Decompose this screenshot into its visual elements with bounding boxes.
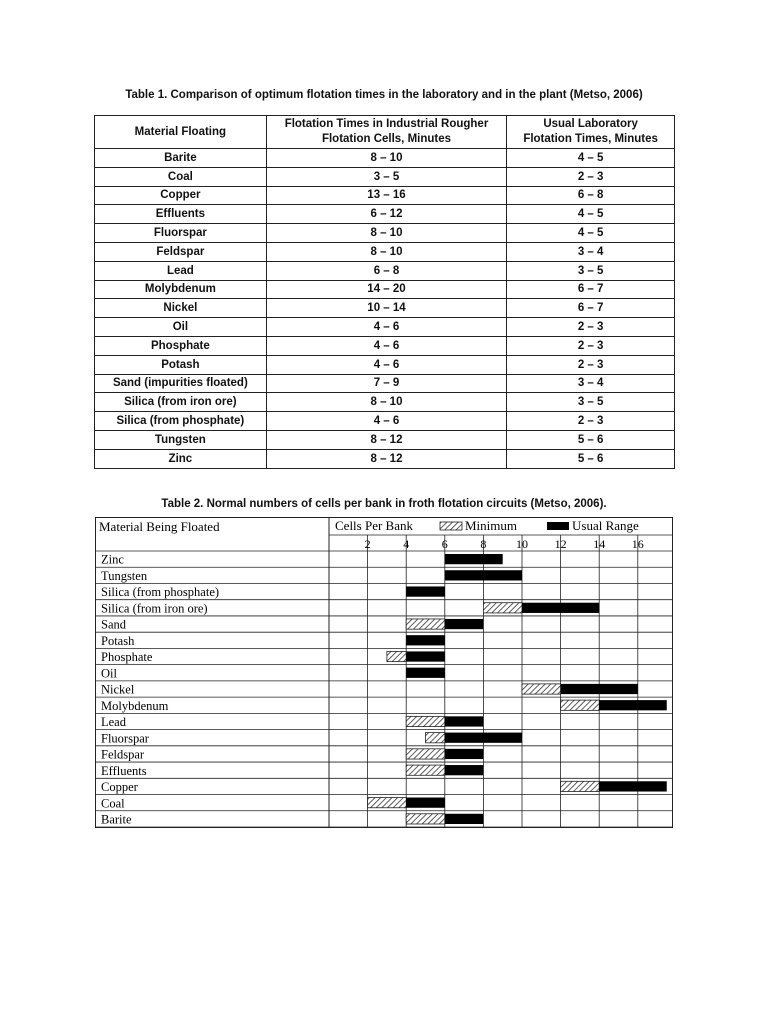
- tick-label: 16: [631, 537, 644, 551]
- cell-material: Tungsten: [95, 430, 267, 449]
- cell-industrial-time: 6 – 12: [266, 205, 507, 224]
- cell-lab-time: 3 – 4: [507, 374, 675, 393]
- cell-lab-time: 3 – 4: [507, 242, 675, 261]
- minimum-bar: [561, 781, 600, 791]
- usual-range-bar: [561, 684, 638, 694]
- table-row: [95, 430, 675, 449]
- table-row: [95, 374, 675, 393]
- cell-lab-time: 2 – 3: [507, 336, 675, 355]
- cell-material: Phosphate: [95, 336, 267, 355]
- cell-industrial-time: 8 – 10: [266, 149, 507, 168]
- cell-material: Potash: [95, 355, 267, 374]
- cell-material: Silica (from phosphate): [95, 412, 267, 431]
- axis-label: Cells Per Bank: [335, 518, 413, 533]
- usual-range-bar: [406, 635, 445, 645]
- cell-lab-time: 5 – 6: [507, 430, 675, 449]
- table-row: [95, 167, 675, 186]
- table-row: [95, 242, 675, 261]
- cell-lab-time: 4 – 5: [507, 224, 675, 243]
- header-lab-times: Usual Laboratory Flotation Times, Minutes: [507, 116, 675, 149]
- cell-lab-time: 2 – 3: [507, 412, 675, 431]
- tick-label: 12: [554, 537, 567, 551]
- table-row: [95, 355, 675, 374]
- header-material: Material Floating: [95, 116, 267, 149]
- tick-label: 8: [480, 537, 487, 551]
- table-row: [95, 318, 675, 337]
- usual-range-bar: [406, 798, 445, 808]
- minimum-bar: [426, 733, 445, 743]
- usual-range-bar: [445, 749, 484, 759]
- minimum-bar: [406, 619, 445, 629]
- cell-industrial-time: 8 – 10: [266, 242, 507, 261]
- cell-lab-time: 6 – 7: [507, 299, 675, 318]
- cell-industrial-time: 13 – 16: [266, 186, 507, 205]
- minimum-bar: [522, 684, 561, 694]
- cell-industrial-time: 8 – 10: [266, 393, 507, 412]
- cell-industrial-time: 4 – 6: [266, 318, 507, 337]
- cell-industrial-time: 10 – 14: [266, 299, 507, 318]
- cell-material: Oil: [95, 318, 267, 337]
- table-row: [95, 224, 675, 243]
- table-row: [95, 299, 675, 318]
- cell-industrial-time: 4 – 6: [266, 336, 507, 355]
- minimum-bar: [406, 814, 445, 824]
- cell-lab-time: 3 – 5: [507, 393, 675, 412]
- cell-industrial-time: 4 – 6: [266, 355, 507, 374]
- table-row: [95, 149, 675, 168]
- material-label: Feldspar: [101, 747, 145, 762]
- cell-lab-time: 2 – 3: [507, 167, 675, 186]
- usual-range-bar: [406, 586, 445, 596]
- cell-material: Feldspar: [95, 242, 267, 261]
- minimum-bar: [406, 749, 445, 759]
- row-header-label: Material Being Floated: [99, 519, 220, 534]
- cell-material: Coal: [95, 167, 267, 186]
- table-row: [95, 280, 675, 299]
- tick-label: 10: [516, 537, 528, 551]
- cell-industrial-time: 8 – 12: [266, 430, 507, 449]
- cell-material: Silica (from iron ore): [95, 393, 267, 412]
- tick-label: 4: [403, 537, 410, 551]
- table-row: [95, 336, 675, 355]
- usual-range-bar: [445, 570, 522, 580]
- cell-material: Molybdenum: [95, 280, 267, 299]
- minimum-bar: [368, 798, 407, 808]
- material-label: Molybdenum: [101, 698, 169, 713]
- material-label: Coal: [101, 796, 125, 811]
- table-row: [95, 449, 675, 468]
- cell-industrial-time: 7 – 9: [266, 374, 507, 393]
- cell-industrial-time: 8 – 12: [266, 449, 507, 468]
- table-row: [95, 205, 675, 224]
- table2-caption: Table 2. Normal numbers of cells per bank in froth flotation circuits (Metso, 2006).: [161, 498, 607, 510]
- cells-per-bank-chart: [95, 517, 675, 829]
- cell-lab-time: 3 – 5: [507, 261, 675, 280]
- usual-range-bar: [522, 603, 599, 613]
- cell-lab-time: 2 – 3: [507, 355, 675, 374]
- cell-lab-time: 4 – 5: [507, 205, 675, 224]
- minimum-bar: [387, 651, 406, 661]
- usual-range-bar: [406, 651, 445, 661]
- material-label: Silica (from iron ore): [101, 601, 208, 616]
- legend-minimum-swatch: [440, 522, 462, 530]
- header-industrial-times: Flotation Times in Industrial Rougher Flotation Cells, Minutes: [266, 116, 507, 149]
- usual-range-bar: [445, 733, 522, 743]
- cell-material: Nickel: [95, 299, 267, 318]
- usual-range-bar: [599, 781, 667, 791]
- tick-label: 2: [364, 537, 371, 551]
- material-label: Zinc: [101, 552, 124, 567]
- cell-lab-time: 4 – 5: [507, 149, 675, 168]
- minimum-bar: [406, 765, 445, 775]
- cell-industrial-time: 8 – 10: [266, 224, 507, 243]
- usual-range-bar: [445, 814, 484, 824]
- material-label: Oil: [101, 666, 117, 681]
- cell-material: Lead: [95, 261, 267, 280]
- cell-lab-time: 6 – 7: [507, 280, 675, 299]
- cell-material: Copper: [95, 186, 267, 205]
- table-row: [95, 393, 675, 412]
- material-label: Nickel: [101, 682, 135, 697]
- material-label: Effluents: [101, 763, 147, 778]
- usual-range-bar: [445, 554, 503, 564]
- tick-label: 6: [441, 537, 448, 551]
- table-header-row: [95, 116, 675, 149]
- cell-material: Sand (impurities floated): [95, 374, 267, 393]
- material-label: Barite: [101, 812, 132, 827]
- minimum-bar: [561, 700, 600, 710]
- usual-range-bar: [445, 716, 484, 726]
- cell-material: Effluents: [95, 205, 267, 224]
- usual-range-bar: [599, 700, 667, 710]
- usual-range-bar: [445, 765, 484, 775]
- material-label: Sand: [101, 617, 126, 632]
- usual-range-bar: [445, 619, 484, 629]
- material-label: Silica (from phosphate): [101, 585, 220, 600]
- table-row: [95, 261, 675, 280]
- material-label: Copper: [101, 780, 138, 795]
- usual-range-bar: [406, 668, 445, 678]
- cell-industrial-time: 14 – 20: [266, 280, 507, 299]
- legend-usual-label: Usual Range: [572, 518, 639, 533]
- legend-minimum-label: Minimum: [465, 518, 518, 533]
- minimum-bar: [406, 716, 445, 726]
- flotation-times-table: [94, 115, 675, 469]
- cell-lab-time: 5 – 6: [507, 449, 675, 468]
- minimum-bar: [483, 603, 522, 613]
- material-label: Phosphate: [101, 650, 153, 665]
- material-label: Potash: [101, 633, 135, 648]
- cell-material: Barite: [95, 149, 267, 168]
- cell-industrial-time: 4 – 6: [266, 412, 507, 431]
- cell-lab-time: 2 – 3: [507, 318, 675, 337]
- cell-material: Zinc: [95, 449, 267, 468]
- cell-lab-time: 6 – 8: [507, 186, 675, 205]
- table-row: [95, 412, 675, 431]
- material-label: Tungsten: [101, 568, 148, 583]
- cell-industrial-time: 6 – 8: [266, 261, 507, 280]
- cell-material: Fluorspar: [95, 224, 267, 243]
- table-row: [95, 186, 675, 205]
- table1-caption: Table 1. Comparison of optimum flotation times in the laboratory and in the plant (Metso, 2006): [125, 89, 643, 101]
- legend-usual-swatch: [547, 522, 569, 530]
- material-label: Lead: [101, 715, 126, 730]
- cell-industrial-time: 3 – 5: [266, 167, 507, 186]
- tick-label: 14: [593, 537, 606, 551]
- material-label: Fluorspar: [101, 731, 149, 746]
